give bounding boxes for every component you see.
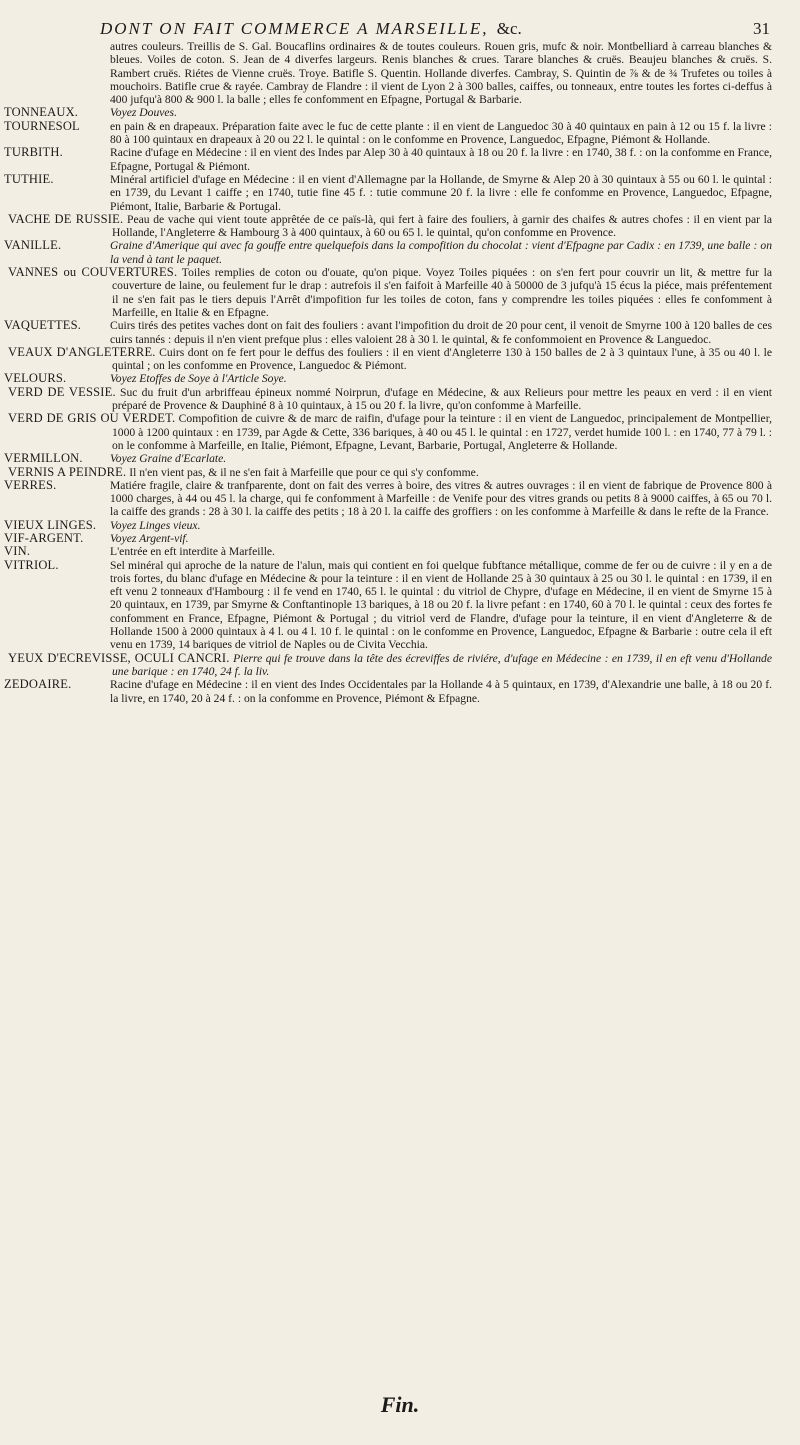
entry-term: VIEUX LINGES. bbox=[4, 517, 97, 532]
entry-term: VERMILLON. bbox=[4, 451, 83, 466]
entry-term: TONNEAUX. bbox=[4, 105, 79, 120]
entry-vif-argent bbox=[4, 532, 772, 545]
entry-text: en pain & en drapeaux. Préparation faite avec le fuc de cette plante : il en vient de Languedoc 30 à 40 quintaux en pain à 12 ou 15 f. la livre : 80 à 100 quintaux en drapeaux à 20 ou 22 l. le quintal : on le confomme en Provence, Languedoc, Efpagne, Piémont & Hollande. bbox=[110, 119, 772, 147]
running-title: DONT ON FAIT COMMERCE A MARSEILLE, bbox=[100, 19, 489, 38]
entry-term: VANILLE. bbox=[4, 238, 62, 253]
entry-text: Voyez Graine d'Ecarlate. bbox=[110, 452, 227, 466]
entry-text: Cuirs dont on fe fert pour le deffus des fouliers : il en vient d'Angleterre 130 à 150 balles de 2 à 3 quintaux l'une, à 35 ou 40 l. le quintal ; on les confomme en Provence, Languedoc & Piémont. bbox=[112, 345, 772, 373]
entry-term: TOURNESOL bbox=[4, 118, 80, 133]
entry-vin bbox=[4, 545, 772, 558]
entry-vitriol bbox=[4, 559, 772, 652]
entry-term: VACHE DE RUSSIE. bbox=[8, 211, 124, 226]
entry-term: VAQUETTES. bbox=[4, 318, 82, 333]
page-number: 31 bbox=[753, 19, 770, 38]
entry-text: Matiére fragile, claire & tranfparente, dont on fait des verres à boire, des vitres & autres ouvrages : il en vient de fabrique de Provence 800 à 1000 charges, à 44 ou 45 l. la charge, qui fe confomment à Marfeille : de Venife pour des vitres grands ou petits 8 à 9000 caiffes, à 65 ou 70 l. la caiffe des grands : 28 à 30 l. la caiffe des petits ; 18 à 20 l. la caiffe des groffiers : on les confomme à Marfeille & dans le refte de la France. bbox=[110, 478, 772, 519]
entry-term: VERD DE GRIS OU VERDET. bbox=[8, 411, 176, 426]
entry-term: VIN. bbox=[4, 544, 31, 559]
entry-text: Compofition de cuivre & de marc de raifin, d'ufage pour la teinture : il en vient de Languedoc, principalement de Montpellier, 1000 à 1200 quintaux : en 1739, par Agde & Cette, 336 bariques, à 40 ou 45 l. le quintal : en 1727, verdet humide 100 l. : en 1740, 77 à 79 l. : on le confomme à Marfeille, en Italie, Piémont, Efpagne, Levant, Barbarie, Portugal, Angleterre & Hollande. bbox=[112, 412, 772, 452]
entry-text: autres couleurs. Treillis de S. Gal. Boucaflins ordinaires & de toutes couleurs. Rouen gris, mufc & noir. Montbelliard à carreau blanches & bleues. Voiles de coton. S. Jean de 4 diverfes largeurs. Renis blanches & crues. Tarare blanches & cruës. Beaujeu blanches & cruës. S. Rambert cruës. Riétes de Vienne cruës. Troye. Batifle S. Quentin. Hollande diverfes. Cambray, S. Quintin de ⅞ & de ¾ Trufetes ou toiles à mouchoirs. Batifle crue & rayée. Cambray de Flandre : il vient de Lyon 2 à 300 balles, caiffes, ou tonneaux, entre toutes les fortes ci-deffus à 400 jufqu'à 800 & 900 l. la balle ; elles fe confomment en Efpagne, Portugal & Barbarie. bbox=[110, 40, 772, 107]
entry-term: VIF-ARGENT. bbox=[4, 530, 84, 545]
entry-term: TUTHIE. bbox=[4, 171, 54, 186]
entry-text: Sel minéral qui aproche de la nature de l'alun, mais qui contient en foi quelque fubftance métallique, comme de fer ou de cuivre : il y en a de trois fortes, du blanc d'ufage en Médecine & pour la teinture : il en vient de Hollande 25 à 30 quintaux à 25 ou 30 l. le quintal : en 1739, il en eft venu 2 tonneaux d'Hambourg : il fe vend en 1740, 65 l. le quintal : du vitriol de Chypre, d'ufage en Médecine, il en vient de Smyrne 15 à 20 quintaux, en 1739, par Smyrne & Conftantinople 13 bariques, à 18 ou 20 f. la livre pefant : en 1740, 60 à 70 l. le quintal : ceux des fortes fe confomment en France, Efpagne, Piémont & Portugal ; du vitriol verd de Flandre, d'ufage pour la teinture, il en vient d'Angleterre & de Hollande 1500 à 2000 quintaux à 4 l. ou 4 l. 10 f. le quintal : on le confomme en Provence, Languedoc, Efpagne & Barbarie : outre cela il eft venu en 1739, 14 bariques de vitriol de Naples ou de Civita Vecchia. bbox=[110, 558, 772, 652]
entry-term: VERRES. bbox=[4, 477, 57, 492]
entry-yeux-d-ecrevisse bbox=[4, 652, 772, 679]
entry-text: Voyez Linges vieux. bbox=[110, 518, 201, 532]
entry-verd-de-vessie bbox=[4, 386, 772, 413]
entry-term: TURBITH. bbox=[4, 145, 63, 160]
entry-term: VELOURS. bbox=[4, 371, 67, 386]
entry-vieux-linges bbox=[4, 519, 772, 532]
entry-term: ZEDOAIRE. bbox=[4, 677, 72, 692]
entry-vaquettes bbox=[4, 319, 772, 346]
entry-text: Suc du fruit d'un arbriffeau épineux nommé Noirprun, d'ufage en Médecine, & aux Relieurs pour mettre les peaux en verd : il en vient préparé de Provence & Dauphiné 8 à 10 quintaux, à 15 ou 20 f. la livre, qu'on confomme à Marfeille. bbox=[112, 385, 772, 413]
running-title-etc: &c. bbox=[496, 19, 522, 38]
entry-term: VANNES ou COUVERTURES. bbox=[8, 265, 178, 280]
entry-text: Toiles remplies de coton ou d'ouate, qu'on pique. Voyez Toiles piquées : on s'en fert pour couvrir un lit, & mettre fur la couverture de laine, ou feulement fur le drap : autrefois il s'en faifoit à Marfeille 40 à 50000 de 3 jufqu'à 15 écus la piéce, mais préfentement il ne s'en fait pas le tiers depuis l'Arrêt d'impofition fur les toiles de coton, fans y comprendre les toiles piquées : elles fe confomment à Marfeille, en Italie & en Efpagne. bbox=[112, 266, 772, 319]
entry-term: VITRIOL. bbox=[4, 557, 59, 572]
entry-text: Minéral artificiel d'ufage en Médecine : il en vient d'Allemagne par la Hollande, de Smyrne & Alep 20 à 30 quintaux à 55 ou 60 l. le quintal : en 1739, du Levant 1 caiffe ; en 1740, tutie fine 45 f. : tutie commune 20 f. la livre : elle fe confomme en Provence, Languedoc, Efpagne, Piémont, Italie, Barbarie & Portugal. bbox=[110, 172, 772, 213]
entry-tuthie bbox=[4, 173, 772, 213]
entry-text: Racine d'ufage en Médecine : il en vient des Indes par Alep 30 à 40 quintaux à 18 ou 20 f. la livre : en 1740, 38 f. : on la confomme en France, Efpagne, Portugal & Piémont. bbox=[110, 146, 772, 173]
fin-label: Fin. bbox=[380, 1392, 420, 1417]
entry-vache-de-russie bbox=[4, 213, 772, 240]
entry-zedoaire bbox=[4, 678, 772, 705]
entry-vernis-a-peindre bbox=[4, 466, 772, 479]
entry-text: Voyez Argent-vif. bbox=[110, 531, 189, 545]
entry-text: Voyez Douves. bbox=[110, 106, 177, 120]
entry-term: VEAUX D'ANGLETERRE. bbox=[8, 344, 156, 359]
entry-text: Graine d'Amerique qui avec fa gouffe entre quelquefois dans la compofition du chocolat : vient d'Efpagne par Cadix : en 1739, une balle : on la vend à tant le paquet. bbox=[110, 239, 772, 266]
entry-text: L'entrée en eft interdite à Marfeille. bbox=[110, 545, 275, 559]
entry-velours bbox=[4, 372, 772, 385]
entry-vannes bbox=[4, 266, 772, 319]
entry-text: Il n'en vient pas, & il ne s'en fait à Marfeille que pour ce qui s'y confomme. bbox=[129, 465, 479, 479]
entry-term: VERNIS A PEINDRE. bbox=[8, 464, 127, 479]
entry-verres bbox=[4, 479, 772, 519]
entry-vanille bbox=[4, 239, 772, 266]
entry-text: Cuirs tirés des petites vaches dont on fait des fouliers : avant l'impofition du droit de 20 pour cent, il venoit de Smyrne 100 à 120 balles de ces cuirs tannés : depuis il n'en vient prefque plus : elles valoient 28 à 30 l. le quintal, & fe confommoient en Provence & Languedoc. bbox=[110, 319, 772, 346]
entry-verd-de-gris bbox=[4, 412, 772, 452]
entry-text: Pierre qui fe trouve dans la tête des écreviffes de riviére, d'ufage en Médecine : en 1739, il en eft venu d'Hollande une barique : en 1740, 24 f. la liv. bbox=[112, 651, 772, 678]
entry-text: Racine d'ufage en Médecine : il en vient des Indes Occidentales par la Hollande 4 à 5 quintaux, en 1739, d'Alexandrie une balle, à 18 ou 20 f. la livre, en 1740, 20 à 24 f. : on la confomme en Provence, Piémont & Efpagne. bbox=[110, 678, 772, 705]
entry-turbith bbox=[4, 146, 772, 173]
entry-term: VERD DE VESSIE. bbox=[8, 384, 116, 399]
entry-tonneaux bbox=[4, 106, 772, 119]
entry-text: Peau de vache qui vient toute apprêtée de ce païs-là, qui fert à faire des fouliers, à garnir des chaifes & autres chofes : il en vient par la Hollande, l'Angleterre & Hambourg 3 à 400 quintaux, à 60 ou 65 l. le quintal, qu'on confomme en Provence. bbox=[112, 212, 772, 240]
entries-column bbox=[4, 40, 772, 705]
entry-continuation bbox=[4, 40, 772, 106]
entry-term: YEUX D'ECREVISSE, OCULI CANCRI. bbox=[8, 650, 230, 665]
entry-veaux-d-angleterre bbox=[4, 346, 772, 373]
entry-text: Voyez Etoffes de Soye à l'Article Soye. bbox=[110, 372, 287, 386]
entry-vermillon bbox=[4, 452, 772, 465]
running-header bbox=[100, 18, 770, 40]
entry-tournesol bbox=[4, 120, 772, 147]
